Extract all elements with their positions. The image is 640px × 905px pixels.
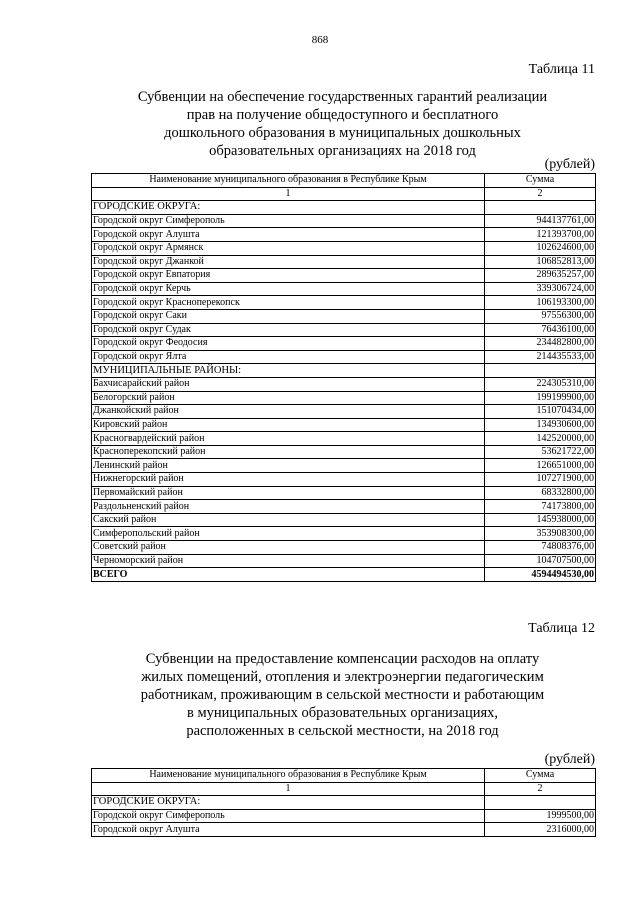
row-name: Городской округ Ялта	[92, 350, 485, 364]
table-row	[92, 282, 596, 296]
row-name: Сакский район	[92, 513, 485, 527]
row-value: 4594494530,00	[485, 568, 596, 582]
row-value: 104707500,00	[485, 554, 596, 568]
row-value: 224305310,00	[485, 377, 596, 391]
row-name: Городской округ Джанкой	[92, 255, 485, 269]
table-row	[92, 337, 596, 351]
table-row	[92, 823, 596, 837]
row-value: 106852813,00	[485, 255, 596, 269]
table-row	[92, 201, 596, 215]
column-number-2: 2	[485, 782, 596, 796]
table-11	[91, 173, 596, 582]
row-value: 234482800,00	[485, 337, 596, 351]
row-value	[485, 201, 596, 215]
table-row	[92, 391, 596, 405]
row-value: 106193300,00	[485, 296, 596, 310]
table-row	[92, 228, 596, 242]
total-row	[92, 568, 596, 582]
table-row	[92, 486, 596, 500]
row-name: Городской округ Евпатория	[92, 269, 485, 283]
table-row	[92, 418, 596, 432]
row-value: 126651000,00	[485, 459, 596, 473]
row-name: Черноморский район	[92, 554, 485, 568]
row-value: 145938000,00	[485, 513, 596, 527]
table-row	[92, 350, 596, 364]
table-row	[92, 473, 596, 487]
table-11-unit: (рублей)	[544, 157, 595, 172]
row-value: 134930600,00	[485, 418, 596, 432]
row-name: Бахчисарайский район	[92, 377, 485, 391]
row-name: Городской округ Алушта	[92, 228, 485, 242]
row-name: Раздольненский район	[92, 500, 485, 514]
row-name: Белогорский район	[92, 391, 485, 405]
row-name: Кировский район	[92, 418, 485, 432]
column-number-1: 1	[92, 782, 485, 796]
row-name: Городской округ Симферополь	[92, 809, 485, 823]
row-value	[485, 364, 596, 378]
row-name: Красноперекопский район	[92, 445, 485, 459]
table-row	[92, 405, 596, 419]
table-12-label: Таблица 12	[528, 621, 595, 636]
table-row	[92, 796, 596, 810]
row-value: 74808376,00	[485, 541, 596, 555]
row-name: Джанкойский район	[92, 405, 485, 419]
row-name: Городской округ Керчь	[92, 282, 485, 296]
table-row	[92, 459, 596, 473]
table-row	[92, 432, 596, 446]
table-row	[92, 269, 596, 283]
table-row	[92, 241, 596, 255]
row-value: 74173800,00	[485, 500, 596, 514]
column-header-sum: Сумма	[485, 769, 596, 783]
page-number: 868	[311, 34, 329, 46]
row-value: 199199900,00	[485, 391, 596, 405]
row-value: 339306724,00	[485, 282, 596, 296]
row-value: 289635257,00	[485, 269, 596, 283]
row-name: ГОРОДСКИЕ ОКРУГА:	[92, 796, 485, 810]
table-row	[92, 541, 596, 555]
table-row	[92, 364, 596, 378]
table-11-label: Таблица 11	[528, 62, 595, 77]
row-value	[485, 796, 596, 810]
table-row	[92, 323, 596, 337]
row-value: 97556300,00	[485, 309, 596, 323]
row-value: 102624600,00	[485, 241, 596, 255]
table-row	[92, 255, 596, 269]
row-name: Городской округ Красноперекопск	[92, 296, 485, 310]
table-header-row	[92, 174, 596, 188]
table-row	[92, 500, 596, 514]
row-name: МУНИЦИПАЛЬНЫЕ РАЙОНЫ:	[92, 364, 485, 378]
table-row	[92, 214, 596, 228]
row-name: Симферопольский район	[92, 527, 485, 541]
row-value: 68332800,00	[485, 486, 596, 500]
row-name: Городской округ Судак	[92, 323, 485, 337]
row-value: 53621722,00	[485, 445, 596, 459]
row-name: Городской округ Армянск	[92, 241, 485, 255]
row-name: Красногвардейский район	[92, 432, 485, 446]
column-header-sum: Сумма	[485, 174, 596, 188]
table-row	[92, 377, 596, 391]
table-row	[92, 527, 596, 541]
table-12-title: Субвенции на предоставление компенсации расходов на оплату жилых помещений, отопления и электроэнергии педагогическим работникам, проживающим в сельской местности и работающим в муниципальных образовательных организациях, расположенных в сельской местности, на 2018 год	[140, 651, 545, 739]
column-number-2: 2	[485, 187, 596, 201]
table-row	[92, 513, 596, 527]
row-value: 121393700,00	[485, 228, 596, 242]
row-value: 142520000,00	[485, 432, 596, 446]
row-value: 214435533,00	[485, 350, 596, 364]
row-name: ГОРОДСКИЕ ОКРУГА:	[92, 201, 485, 215]
column-number-1: 1	[92, 187, 485, 201]
table-header-row	[92, 769, 596, 783]
table-row	[92, 554, 596, 568]
table-row	[92, 809, 596, 823]
row-name: Первомайский район	[92, 486, 485, 500]
column-number-row	[92, 187, 596, 201]
column-number-row	[92, 782, 596, 796]
row-name: Городской округ Симферополь	[92, 214, 485, 228]
row-value: 2316000,00	[485, 823, 596, 837]
table-12-unit: (рублей)	[544, 752, 595, 767]
row-value: 1999500,00	[485, 809, 596, 823]
row-name: Городской округ Феодосия	[92, 337, 485, 351]
row-name: ВСЕГО	[92, 568, 485, 582]
column-header-name: Наименование муниципального образования в Республике Крым	[92, 174, 485, 188]
table-11-title: Субвенции на обеспечение государственных гарантий реализации прав на получение общедоступного и бесплатного дошкольного образования в муниципальных дошкольных образовательных организациях на 2018 год	[137, 89, 548, 159]
row-name: Ленинский район	[92, 459, 485, 473]
table-row	[92, 296, 596, 310]
row-name: Нижнегорский район	[92, 473, 485, 487]
table-row	[92, 309, 596, 323]
row-value: 76436100,00	[485, 323, 596, 337]
row-value: 353908300,00	[485, 527, 596, 541]
row-value: 151070434,00	[485, 405, 596, 419]
row-name: Городской округ Алушта	[92, 823, 485, 837]
row-name: Советский район	[92, 541, 485, 555]
table-row	[92, 445, 596, 459]
table-12	[91, 768, 596, 837]
row-value: 944137761,00	[485, 214, 596, 228]
row-name: Городской округ Саки	[92, 309, 485, 323]
row-value: 107271900,00	[485, 473, 596, 487]
column-header-name: Наименование муниципального образования в Республике Крым	[92, 769, 485, 783]
